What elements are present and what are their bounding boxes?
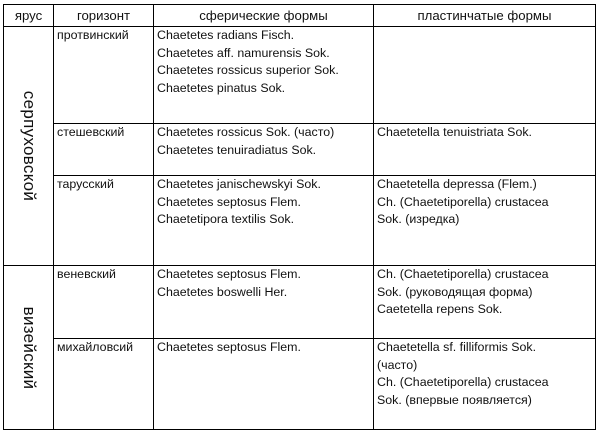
species-entry: Chaetetes radians Fisch. [157,28,295,42]
species-entry: Chaetetella depressa (Flem.) [377,177,537,191]
header-row [4,5,596,27]
header-horizon: горизонт [54,5,154,27]
spherical-forms-cell [154,124,374,176]
plate-forms-cell [374,266,596,339]
header-plate-forms: пластинчатые формы [374,5,596,27]
stage-label: серпуховской [19,90,39,202]
plate-forms-cell [374,339,596,430]
horizon-cell: михайловсий [54,339,154,430]
species-entry: Chaetetella tenuistriata Sok. [377,125,532,139]
species-entry: Chaetetes rossicus Sok. (часто) [157,125,335,139]
stage-cell-serpukhovian [4,27,54,266]
table-row [4,266,596,339]
table-row [4,124,596,176]
species-entry: Chaetetes janischewskyi Sok. [157,177,321,191]
species-entry: Ch. (Chaetetiporella) crustacea [377,375,549,389]
species-entry: Ch. (Chaetetiporella) crustacea [377,194,549,209]
table-row [4,339,596,430]
header-spherical-forms: сферические формы [154,5,374,27]
plate-forms-cell [374,27,596,124]
plate-forms-cell [374,124,596,176]
species-entry: Chaetetes septosus Flem. [157,267,301,281]
header-stage: ярус [4,5,54,27]
table-row [4,27,596,124]
plate-forms-cell [374,176,596,266]
species-entry: Sok. (впервые появляется) [377,392,532,407]
species-entry: Chaetetipora textilis Sok. [157,212,295,226]
species-entry: Chaetetes boswelli Her. [157,284,288,299]
species-entry: (часто) [377,357,418,372]
stratigraphy-table [3,4,596,430]
species-entry: Chaetetella sf. filliformis Sok. [377,340,537,354]
species-entry: Caetetella repens Sok. [377,302,503,316]
spherical-forms-cell [154,339,374,430]
species-entry: Sok. (изредка) [377,212,460,226]
horizon-cell: веневский [54,266,154,339]
species-entry: Chaetetes rossicus superior Sok. [157,63,339,77]
stage-cell-visean [4,266,54,430]
species-entry: Sok. (руководящая форма) [377,284,533,299]
species-entry: Chaetetes tenuiradiatus Sok. [157,142,317,157]
species-entry: Chaetetes septosus Flem. [157,194,301,209]
table-row [4,176,596,266]
horizon-cell: стешевский [54,124,154,176]
spherical-forms-cell [154,176,374,266]
species-entry: Chaetetes aff. namurensis Sok. [157,45,330,60]
species-entry: Chaetetes pinatus Sok. [157,80,286,95]
horizon-cell: протвинский [54,27,154,124]
spherical-forms-cell [154,266,374,339]
horizon-cell: тарусский [54,176,154,266]
species-entry: Ch. (Chaetetiporella) crustacea [377,267,549,281]
stage-label: визейский [19,306,39,389]
spherical-forms-cell [154,27,374,124]
species-entry: Chaetetes septosus Flem. [157,340,301,354]
